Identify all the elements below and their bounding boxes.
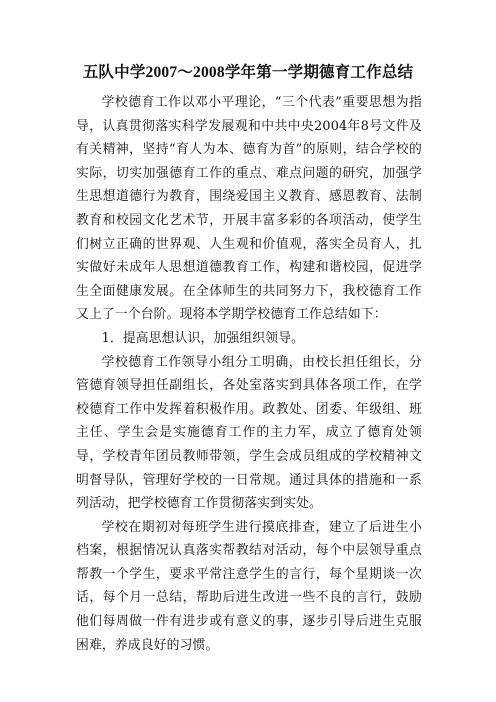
paragraph-heading-1: 1．提高思想认识，加强组织领导。 xyxy=(101,330,305,346)
paragraph-intro: 学校德育工作以邓小平理论，“三个代表”重要思想为指导，认真贯彻落实科学发展观和中共中央2004年8号文件及有关精神，坚持“育人为本、德育为首”的原则，结合学校的实际，切实加强德育工作的重点、难点问题的研究，加强学生思想道德行为教育，围绕爱国主义教育、感恩教育、法制教育和校园文化艺术节，开展丰富多彩的各项活动，使学生们树立正确的世界观、人生观和价值观，落实全员育人，扎实做好未成年人思想道德教育工作，构建和谐校园，促进学生全面健康发展。在全体师生的共同努力下，我校德育工作又上了一个台阶。现将本学期学校德育工作总结如下： xyxy=(76,95,422,323)
document-body xyxy=(76,91,422,657)
paragraph-students: 学校在期初对每班学生进行摸底排查，建立了后进生小档案，根据情况认真落实帮教结对活动，每个中层领导重点帮教一个学生，要求平常注意学生的言行，每个星期谈一次话，每个月一总结，帮助后进生改进一些不良的言行，鼓励他们每周做一件有进步或有意义的事，逐步引导后进生克服困难，养成良好的习惯。 xyxy=(76,519,422,653)
document-title: 五队中学2007～2008学年第一学期德育工作总结 xyxy=(82,64,414,81)
paragraph-organization: 学校德育工作领导小组分工明确，由校长担任组长，分管德育领导担任副组长，各处室落实到具体各项工作，在学校德育工作中发挥着积极作用。政教处、团委、年级组、班主任、学生会是实施德育工作的主力军，成立了德育处领导，学校青年团员教师带领，学生会成员组成的学校精神文明督导队，管理好学校的一日常规。通过具体的措施和一系列活动，把学校德育工作贯彻落实到实处。 xyxy=(76,354,422,512)
